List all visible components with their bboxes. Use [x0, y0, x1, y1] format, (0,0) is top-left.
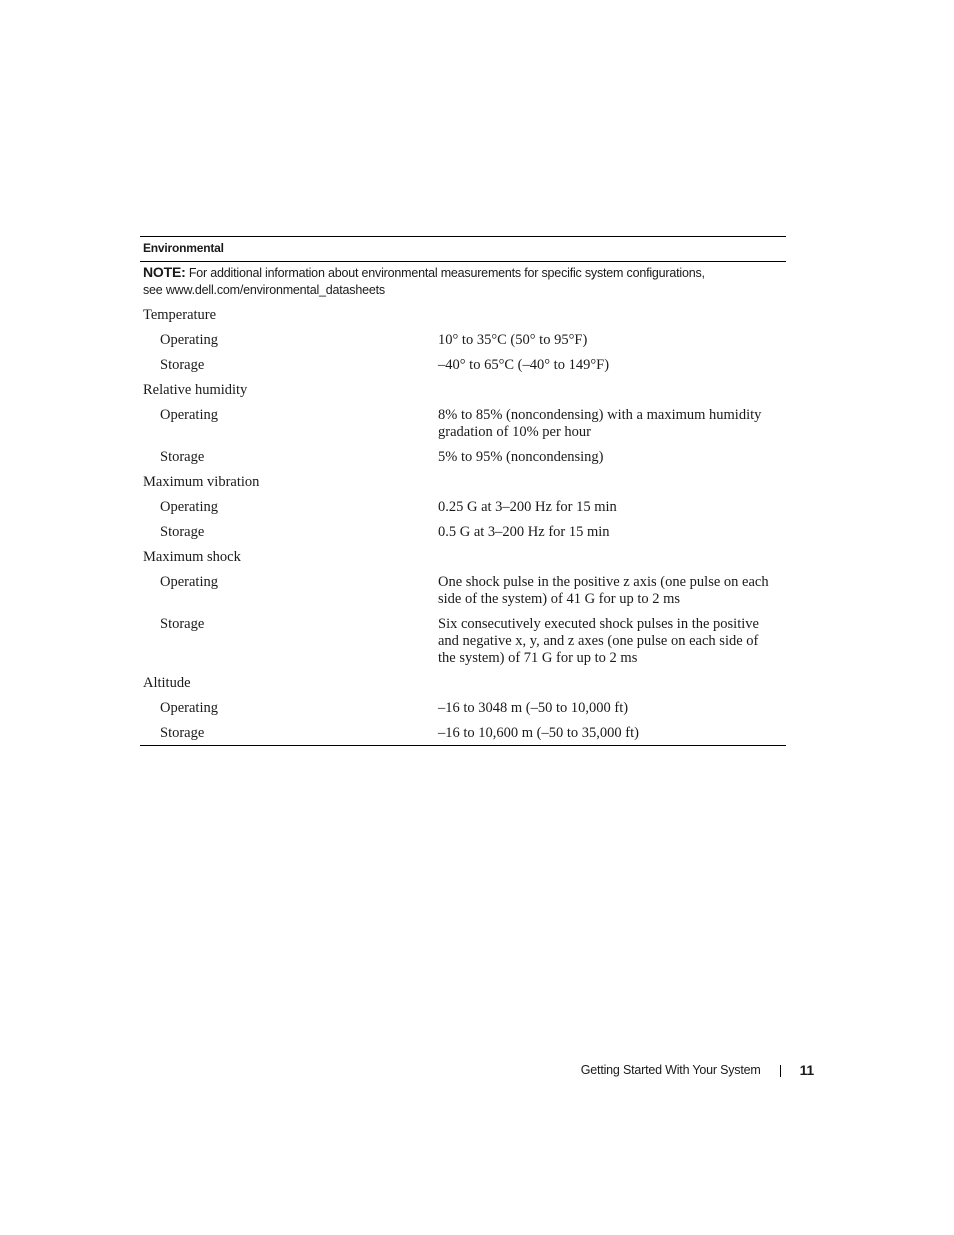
row-value-line: gradation of 10% per hour: [438, 424, 592, 440]
table-row: [140, 616, 786, 667]
note-text-2: see www.dell.com/environmental_datasheets: [143, 283, 385, 297]
row-label: Storage: [160, 357, 205, 373]
row-value: [438, 449, 778, 466]
footer-title: Getting Started With Your System: [580, 1063, 761, 1077]
note-line-1: [143, 264, 783, 282]
section-title-maximum-vibration: Maximum vibration: [143, 474, 260, 490]
row-value-line: Six consecutively executed shock pulses in the positive: [438, 616, 759, 632]
row-value-line: side of the system) of 41 G for up to 2 ms: [438, 591, 681, 607]
row-label: Operating: [160, 499, 218, 515]
spec-sections: [140, 299, 786, 742]
footer-divider: [780, 1065, 781, 1077]
row-label: Operating: [160, 407, 218, 423]
row-value-line: 10° to 35°C (50° to 95°F): [438, 332, 588, 348]
page-number: 11: [799, 1062, 814, 1078]
row-value-line: –16 to 10,600 m (–50 to 35,000 ft): [438, 725, 639, 741]
row-value-line: One shock pulse in the positive z axis (one pulse on each: [438, 574, 769, 590]
row-value-line: –40° to 65°C (–40° to 149°F): [438, 357, 610, 373]
table-row: [140, 524, 786, 541]
row-label: Storage: [160, 449, 205, 465]
row-value: [438, 499, 778, 516]
row-value: [438, 700, 778, 717]
row-value: [438, 407, 778, 441]
table-row: [140, 407, 786, 441]
table-row: [140, 499, 786, 516]
row-value-line: 8% to 85% (noncondensing) with a maximum humidity: [438, 407, 762, 423]
row-value-line: 0.5 G at 3–200 Hz for 15 min: [438, 524, 610, 540]
table-row: [140, 700, 786, 717]
row-value-line: –16 to 3048 m (–50 to 10,000 ft): [438, 700, 629, 716]
row-value: [438, 574, 778, 608]
table-row: [140, 449, 786, 466]
row-label: Storage: [160, 725, 205, 741]
row-value-line: 0.25 G at 3–200 Hz for 15 min: [438, 499, 617, 515]
row-value: [438, 332, 778, 349]
row-label: Storage: [160, 616, 205, 632]
row-value-line: 5% to 95% (noncondensing): [438, 449, 604, 465]
section-title-temperature: Temperature: [143, 307, 217, 323]
table-row: [140, 357, 786, 374]
row-label: Operating: [160, 700, 218, 716]
row-value: [438, 524, 778, 541]
row-value: [438, 616, 778, 667]
note-block: [140, 262, 786, 299]
section-title-relative-humidity: Relative humidity: [143, 382, 248, 398]
row-value: [438, 357, 778, 374]
row-label: Operating: [160, 332, 218, 348]
page-footer: [581, 1062, 814, 1078]
row-label: Operating: [160, 574, 218, 590]
note-label: NOTE:: [143, 264, 186, 280]
table-row: [140, 725, 786, 742]
row-value-line: the system) of 71 G for up to 2 ms: [438, 650, 638, 666]
row-value-line: and negative x, y, and z axes (one pulse on each side of: [438, 633, 759, 649]
section-title-altitude: Altitude: [143, 675, 191, 691]
row-label: Storage: [160, 524, 205, 540]
table-row: [140, 332, 786, 349]
table-row: [140, 574, 786, 608]
table-header: Environmental: [140, 237, 786, 262]
section-title-maximum-shock: Maximum shock: [143, 549, 241, 565]
row-value: [438, 725, 778, 742]
note-text-1: For additional information about environmental measurements for specific system configurations,: [188, 266, 705, 280]
environmental-spec-table: [140, 236, 786, 746]
